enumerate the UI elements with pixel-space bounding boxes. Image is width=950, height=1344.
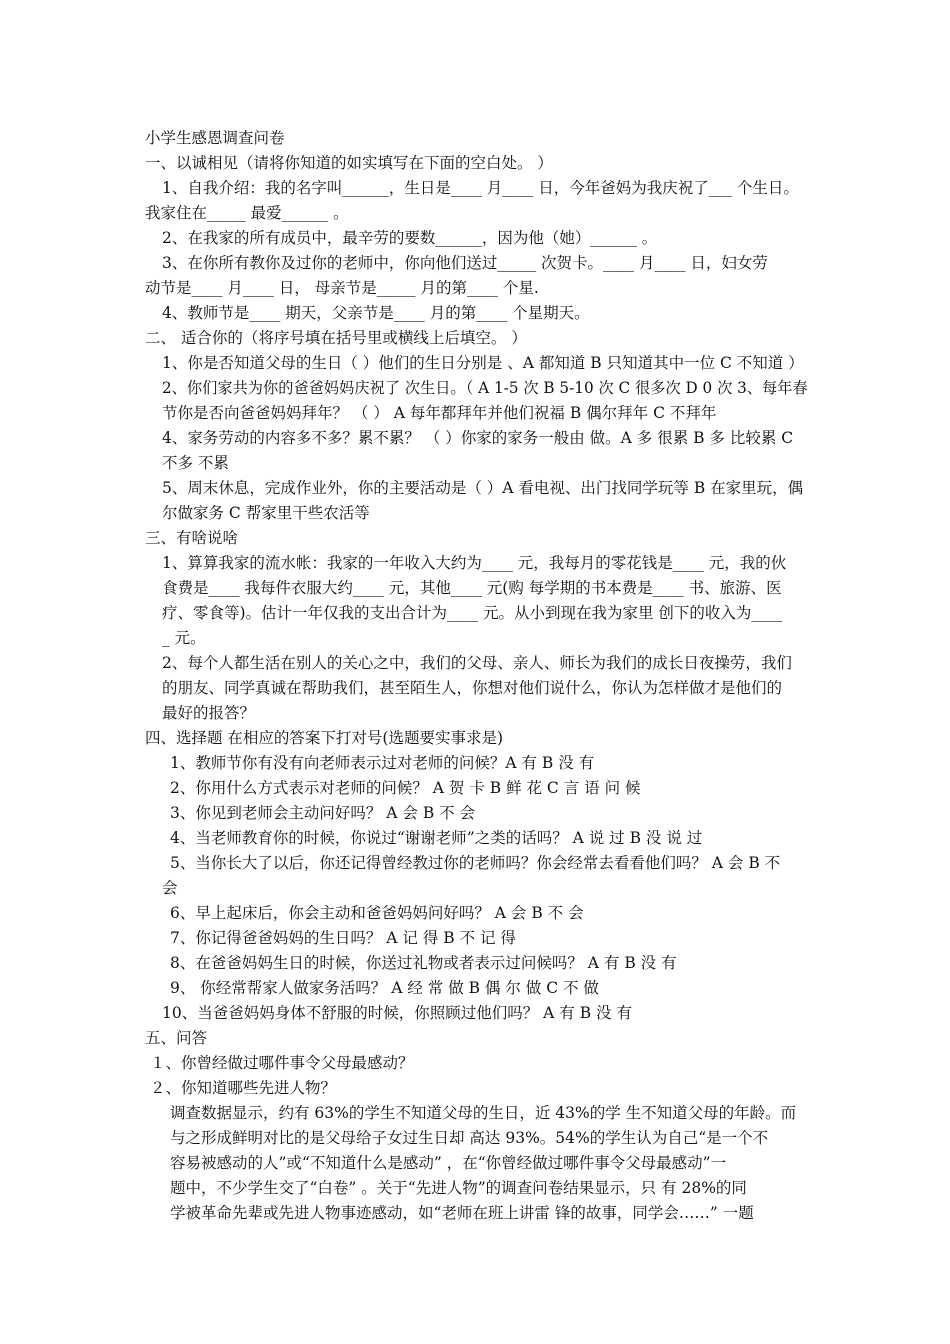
question-text: 不多 不累 [162,454,229,472]
question-text: 10、当爸爸妈妈身体不舒服的时候，你照顾过他们吗？ A 有 B 没 有 [162,1004,632,1022]
question-text: 8、在爸爸妈妈生日的时候，你送过礼物或者表示过问候吗？ A 有 B 没 有 [170,954,677,972]
question-text: 5、周末休息，完成作业外，你的主要活动是（ ）A 看电视、出门找同学玩等 B 在家里玩，偶 [162,479,804,497]
question-text: 1、你是否知道父母的生日（ ）他们的生日分别是 、A 都知道 B 只知道其中一位 C 不知道 ） [162,354,804,372]
question-text: 7、你记得爸爸妈妈的生日吗？ A 记 得 B 不 记 得 [170,929,516,947]
question-text: 2、你用什么方式表示对老师的问候？ A 贺 卡 B 鲜 花 C 言 语 问 候 [170,779,641,797]
question-text: 节你是否向爸爸妈妈拜年？ （ ） A 每年都拜年并他们祝福 B 偶尔拜年 C 不拜年 [162,404,717,422]
question-text: 3、你见到老师会主动问好吗？ A 会 B 不 会 [170,804,476,822]
question-text: 4、家务劳动的内容多不多？累不累？ （ ）你家的家务一般由 做。A 多 很累 B 多 比较累 C [162,429,794,447]
question-text: 我家住在_____ 最爱______ 。 [145,204,349,222]
question-text: 的朋友、同学真诚在帮助我们，甚至陌生人，你想对他们说什么，你认为怎样做才是他们的 [162,679,783,697]
question-text: 会 [162,879,178,897]
question-text: 动节是____ 月____ 日， 母亲节是_____ 月的第____ 个星. [145,279,539,297]
paragraph-text: 题中，不少学生交了“白卷” 。关于“先进人物”的调查问卷结果显示，只 有 28%的同 [170,1179,747,1197]
section-heading-1: 一、以诚相见（请将你知道的如实填写在下面的空白处。 ） [145,154,553,172]
paragraph-text: 容易被感动的人”或“不知道什么是感动” ，在“你曾经做过哪件事令父母最感动”一 [170,1154,727,1172]
question-text: ２、你知道哪些先进人物？ [150,1079,337,1097]
question-text: 尔做家务 C 帮家里干些农活等 [162,504,370,522]
question-text: 2、你们家共为你的爸爸妈妈庆祝了 次生日。（ A 1-5 次 B 5-10 次 C 很多次 D 0 次 3、每年春 [162,379,808,397]
paragraph-text: 与之形成鲜明对比的是父母给子女过生日却 高达 93%。54%的学生认为自己“是一个不 [170,1129,769,1147]
section-heading-5: 五、问答 [145,1029,208,1047]
question-text: 6、早上起床后，你会主动和爸爸妈妈问好吗？ A 会 B 不 会 [170,904,584,922]
section-heading-2: 二、 适合你的（将序号填在括号里或横线上后填空。 ） [145,329,527,347]
question-text: 2、每个人都生活在别人的关心之中，我们的父母、亲人、师长为我们的成长日夜操劳，我们 [162,654,792,672]
question-text: 5、当你长大了以后，你还记得曾经教过你的老师吗？你会经常去看看他们吗？ A 会 B 不 [170,854,781,872]
question-text: 3、在你所有教你及过你的老师中，你向他们送过_____ 次贺卡。____ 月____ 日，妇女劳 [162,254,768,272]
question-text: 1、教师节你有没有向老师表示过对老师的问候？A 有 B 没 有 [170,754,595,772]
section-heading-3: 三、有啥说啥 [145,529,239,547]
question-text: 9、 你经常帮家人做家务活吗？ A 经 常 做 B 偶 尔 做 C 不 做 [170,979,599,997]
question-text: 疗、零食等)。估计一年仅我的支出合计为____ 元。从小到现在我为家里 创下的收入为____ [162,604,783,622]
doc-title: 小学生感恩调查问卷 [145,129,285,147]
question-text: _ 元。 [162,629,206,647]
question-text: 最好的报答？ [162,704,256,722]
question-text: 4、教师节是____ 期天，父亲节是____ 月的第____ 个星期天。 [162,304,590,322]
question-text: 2、在我家的所有成员中，最辛劳的要数______，因为他（她）______ 。 [162,229,658,247]
paragraph-text: 学被革命先辈或先进人物事迹感动，如“老师在班上讲雷 锋的故事，同学会……” 一题 [170,1204,754,1222]
question-text: 1、算算我家的流水帐：我家的一年收入大约为____ 元，我每月的零花钱是____ 元，我的伙 [162,554,787,572]
paragraph-text: 调查数据显示，约有 63%的学生不知道父母的生日，近 43%的学 生不知道父母的年龄。而 [170,1104,797,1122]
question-text: １、你曾经做过哪件事令父母最感动？ [150,1054,414,1072]
question-text: 1、自我介绍：我的名字叫______，生日是____ 月____ 日，今年爸妈为我庆祝了___ 个生日。 [162,179,799,197]
question-text: 食费是____ 我每件衣服大约____ 元，其他____ 元(购 每学期的书本费是____ 书、旅游、医 [162,579,782,597]
section-heading-4: 四、选择题 在相应的答案下打对号(选题要实事求是) [145,729,504,747]
question-text: 4、当老师教育你的时候，你说过“谢谢老师”之类的话吗？ A 说 过 B 没 说 过 [170,829,703,847]
